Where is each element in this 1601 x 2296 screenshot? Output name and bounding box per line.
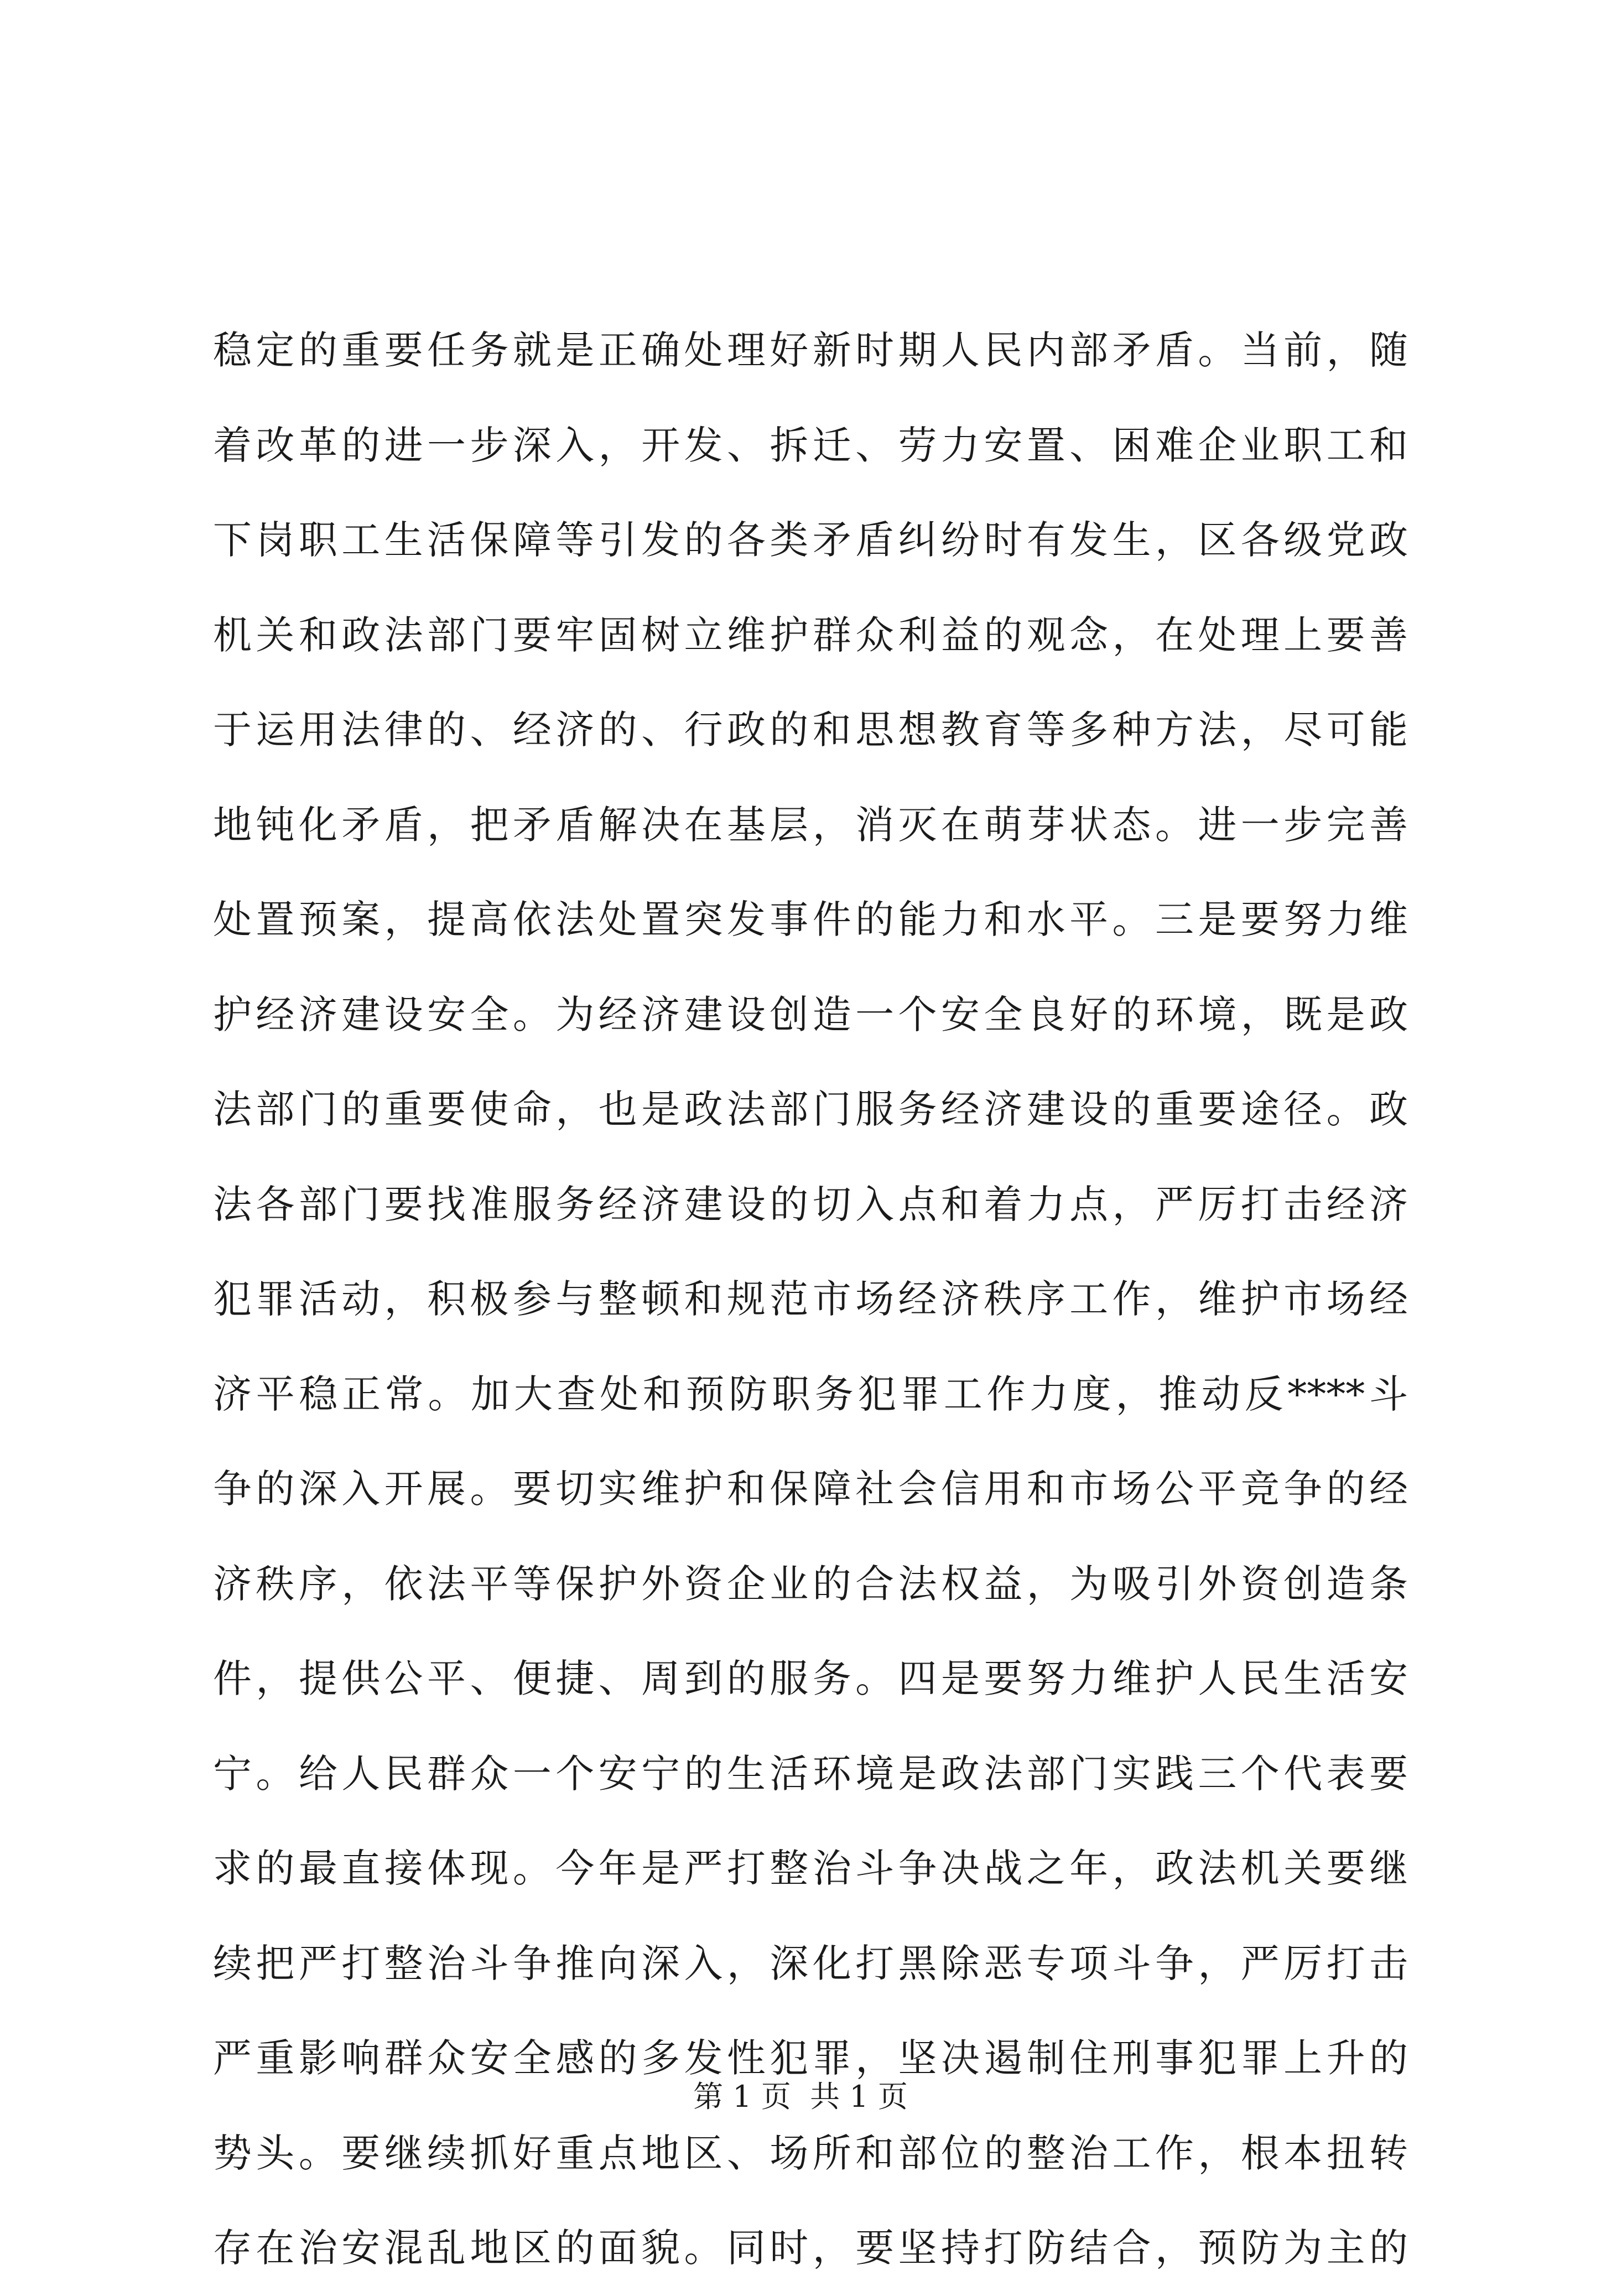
page-footer <box>0 2077 1601 2116</box>
text-line: 处置预案，提高依法处置突发事件的能力和水平。三是要努力维 <box>213 897 1408 942</box>
text-line: 续把严打整治斗争推向深入，深化打黑除恶专项斗争，严厉打击 <box>213 1940 1408 1986</box>
text-line: 件，提供公平、便捷、周到的服务。四是要努力维护人民生活安 <box>213 1656 1408 1701</box>
text-line: 法各部门要找准服务经济建设的切入点和着力点，严厉打击经济 <box>213 1181 1408 1227</box>
text-line: 争的深入开展。要切实维护和保障社会信用和市场公平竞争的经 <box>213 1466 1408 1511</box>
page-number: 第 1 页 共 1 页 <box>693 2079 908 2114</box>
text-line: 稳定的重要任务就是正确处理好新时期人民内部矛盾。当前，随 <box>213 328 1408 373</box>
text-line: 宁。给人民群众一个安宁的生活环境是政法部门实践三个代表要 <box>213 1750 1408 1796</box>
text-line: 势头。要继续抓好重点地区、场所和部位的整治工作，根本扭转 <box>213 2130 1408 2176</box>
text-line: 济秩序，依法平等保护外资企业的合法权益，为吸引外资创造条 <box>213 1561 1408 1607</box>
text-line: 犯罪活动，积极参与整顿和规范市场经济秩序工作，维护市场经 <box>213 1276 1408 1322</box>
text-line: 法部门的重要使命，也是政法部门服务经济建设的重要途径。政 <box>213 1087 1408 1132</box>
body-text <box>213 303 1408 2296</box>
text-line: 着改革的进一步深入，开发、拆迁、劳力安置、困难企业职工和 <box>213 422 1408 468</box>
text-line: 护经济建设安全。为经济建设创造一个安全良好的环境，既是政 <box>213 991 1408 1037</box>
text-line: 济平稳正常。加大查处和预防职务犯罪工作力度，推动反****斗 <box>213 1371 1408 1417</box>
text-line: 下岗职工生活保障等引发的各类矛盾纠纷时有发生，区各级党政 <box>213 517 1408 563</box>
text-line: 于运用法律的、经济的、行政的和思想教育等多种方法，尽可能 <box>213 707 1408 752</box>
text-line: 求的最直接体现。今年是严打整治斗争决战之年，政法机关要继 <box>213 1846 1408 1891</box>
text-line: 地钝化矛盾，把矛盾解决在基层，消灭在萌芽状态。进一步完善 <box>213 802 1408 848</box>
text-line: 严重影响群众安全感的多发性犯罪，坚决遏制住刑事犯罪上升的 <box>213 2035 1408 2081</box>
text-line: 机关和政法部门要牢固树立维护群众利益的观念，在处理上要善 <box>213 612 1408 658</box>
text-line: 存在治安混乱地区的面貌。同时，要坚持打防结合，预防为主的 <box>213 2225 1408 2271</box>
